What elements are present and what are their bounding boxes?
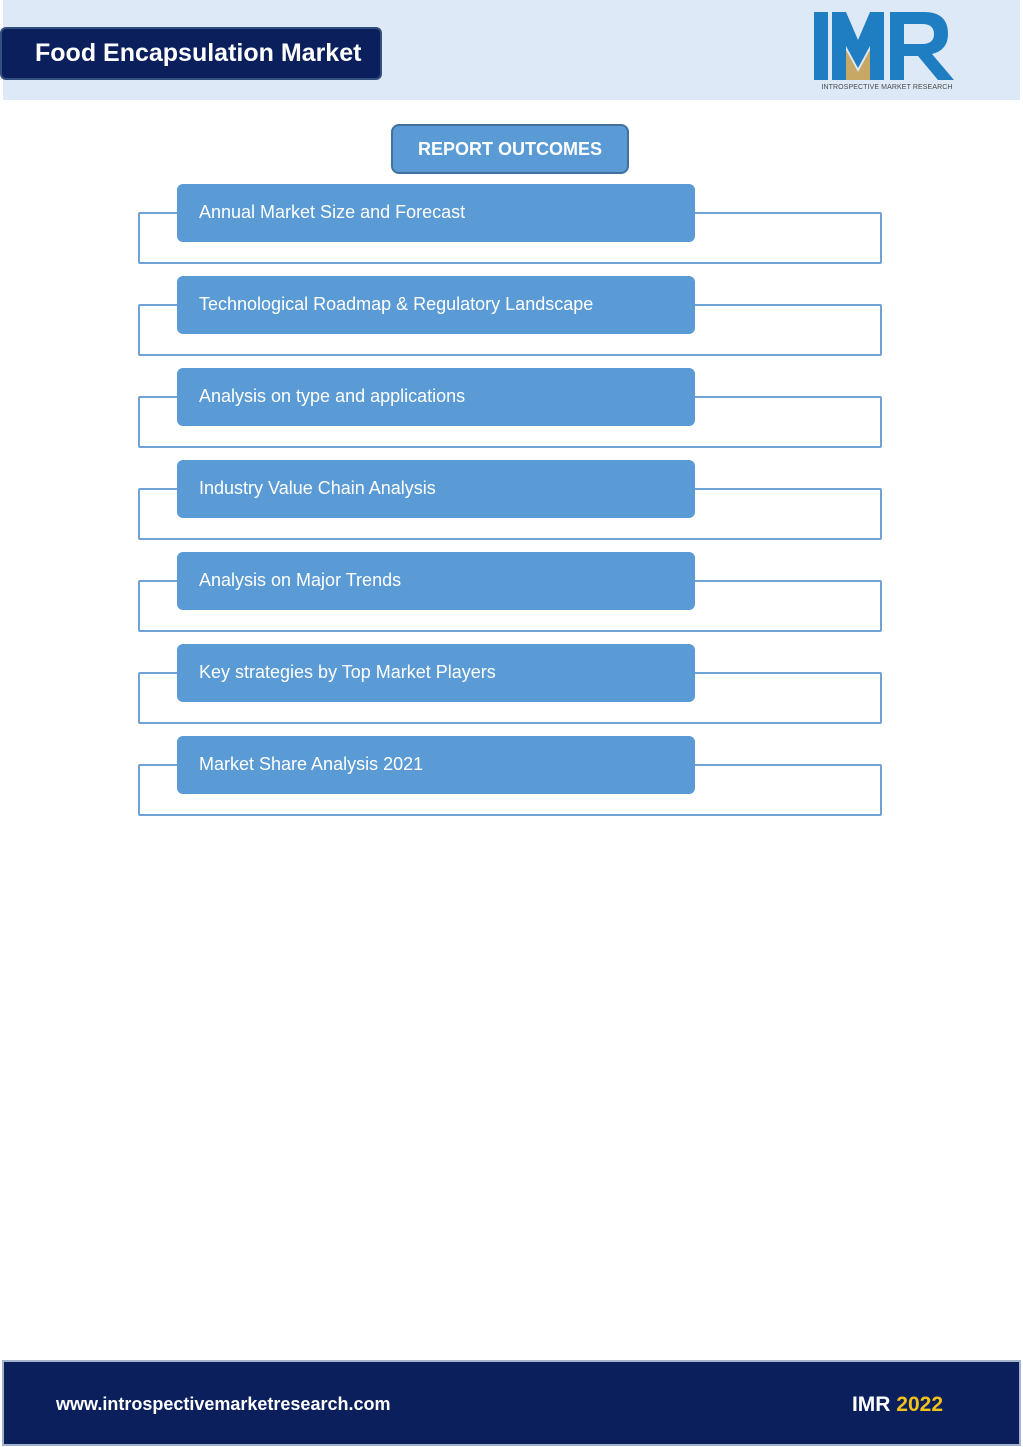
report-outcomes-heading: REPORT OUTCOMES (391, 124, 629, 174)
page-title: Food Encapsulation Market (0, 27, 382, 80)
outcome-item: Analysis on Major Trends (177, 552, 695, 610)
footer-brand-name: IMR (851, 1393, 891, 1416)
outcome-item: Annual Market Size and Forecast (177, 184, 695, 242)
outcome-row (138, 460, 882, 542)
footer-year: 2022 (896, 1393, 943, 1416)
outcome-item: Key strategies by Top Market Players (177, 644, 695, 702)
footer-brand (852, 1393, 943, 1417)
outcome-item: Market Share Analysis 2021 (177, 736, 695, 794)
footer-website-link[interactable]: www.introspectivemarketresearch.com (56, 1394, 391, 1414)
footer (2, 1360, 1021, 1446)
outcome-row (138, 644, 882, 726)
outcome-row (138, 368, 882, 450)
outcome-row (138, 184, 882, 266)
outcome-item: Technological Roadmap & Regulatory Landscape (177, 276, 695, 334)
outcome-row (138, 552, 882, 634)
outcome-item: Analysis on type and applications (177, 368, 695, 426)
outcome-item: Industry Value Chain Analysis (177, 460, 695, 518)
logo-caption: INTROSPECTIVE MARKET RESEARCH (821, 84, 953, 91)
outcome-row (138, 736, 882, 818)
imr-logo (812, 10, 962, 95)
outcome-row (138, 276, 882, 358)
